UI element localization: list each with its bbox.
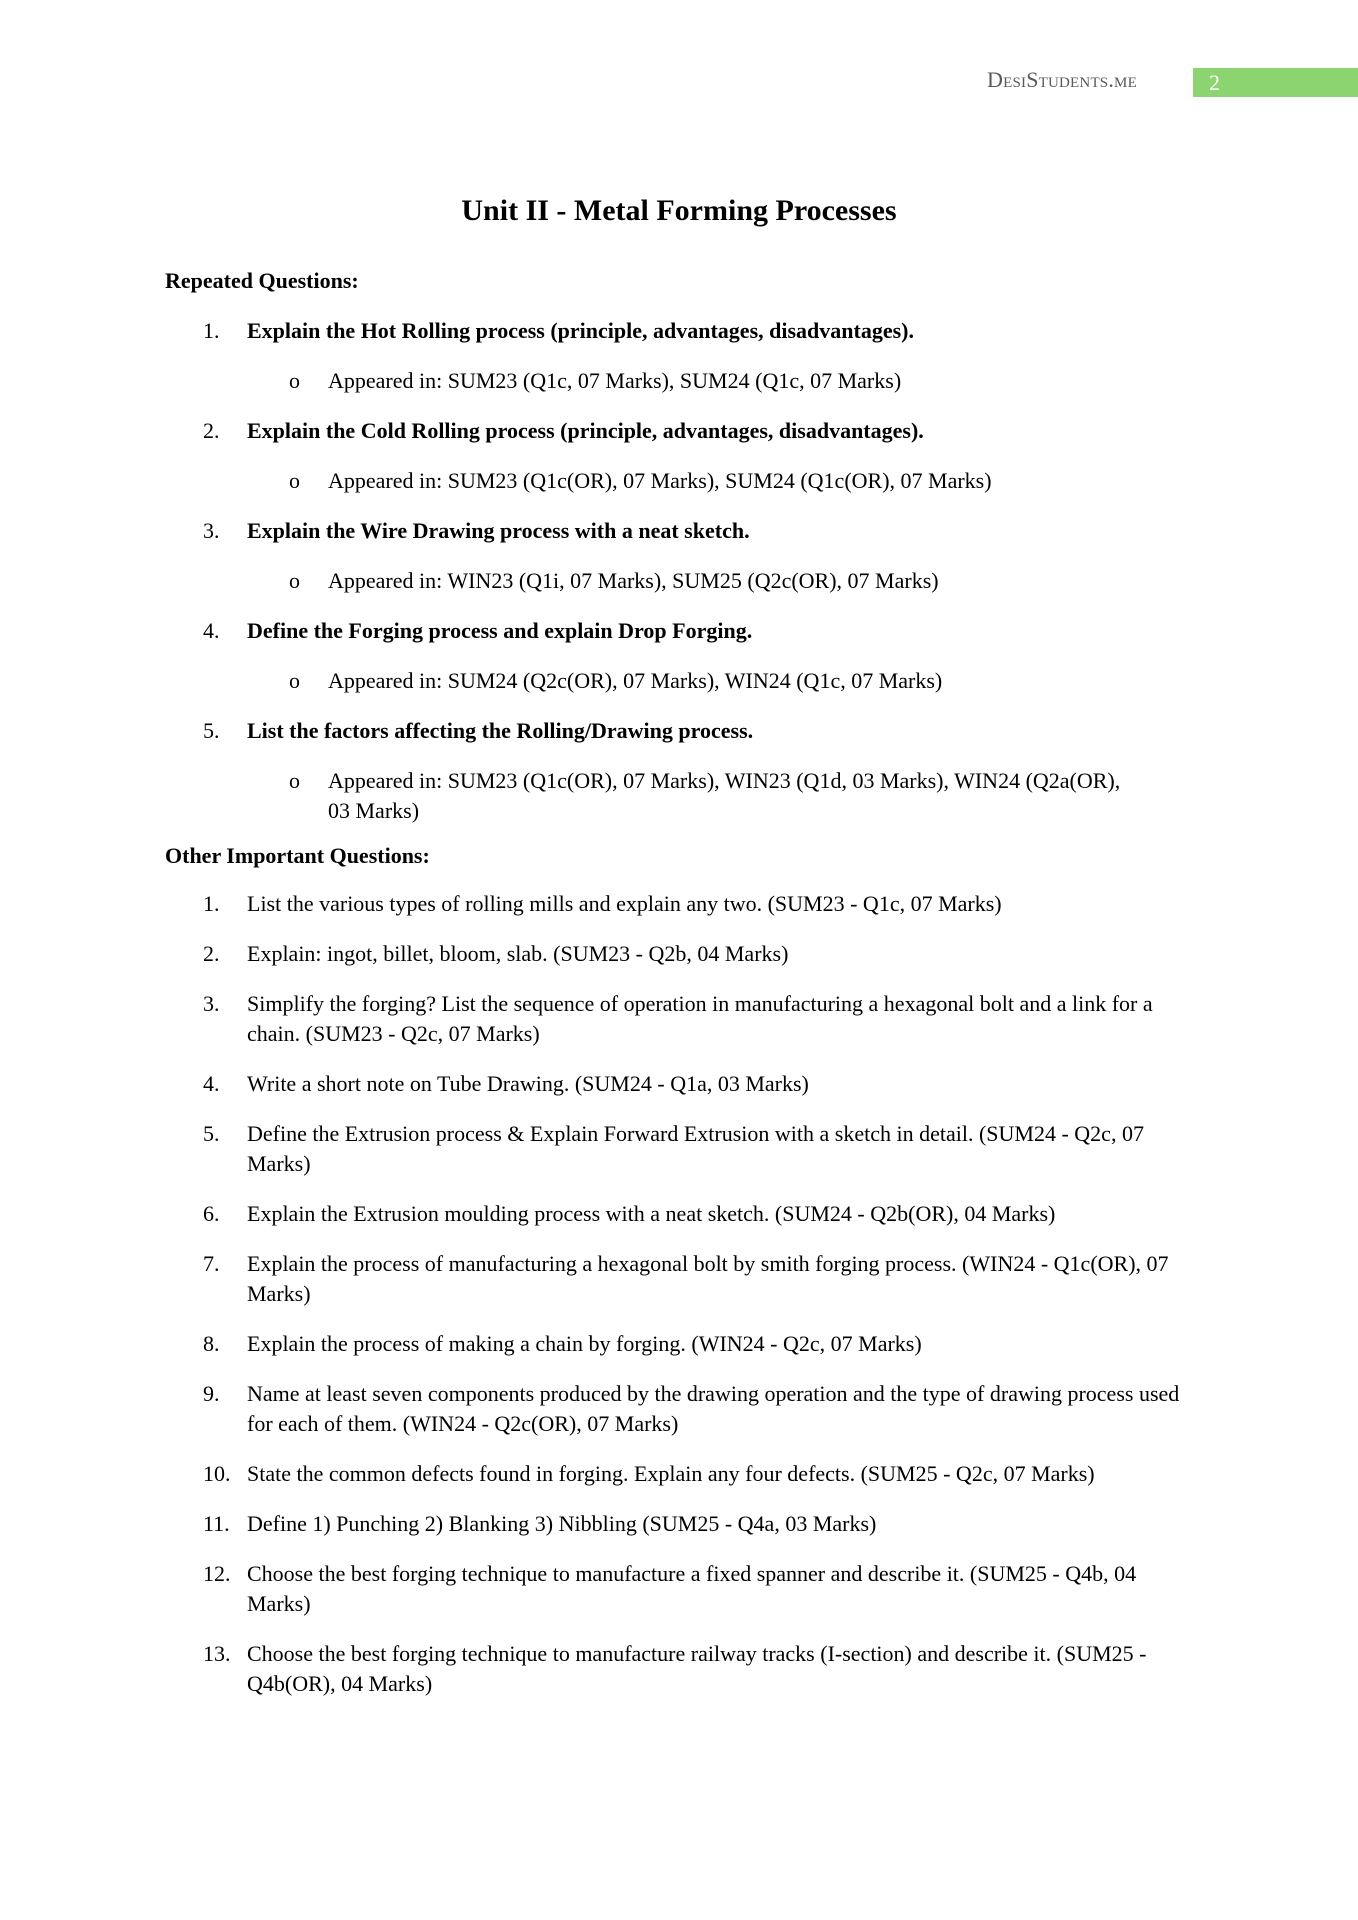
- list-item: [165, 1379, 1190, 1439]
- question-text: Write a short note on Tube Drawing. (SUM24 - Q1a, 03 Marks): [247, 1071, 809, 1096]
- item-number: 8.: [203, 1331, 220, 1356]
- item-number: 4.: [203, 618, 220, 643]
- appeared-in-text: Appeared in: SUM24 (Q2c(OR), 07 Marks), WIN24 (Q1c, 07 Marks): [328, 668, 943, 693]
- item-number: 3.: [203, 518, 220, 543]
- question-text: Choose the best forging technique to manufacture a fixed spanner and describe it. (SUM25 - Q4b, 04 Marks): [247, 1561, 1137, 1616]
- item-number: 6.: [203, 1201, 220, 1226]
- list-item: [165, 1559, 1190, 1619]
- question-text: Explain the Extrusion moulding process with a neat sketch. (SUM24 - Q2b(OR), 04 Marks): [247, 1201, 1056, 1226]
- appeared-in-text: Appeared in: SUM23 (Q1c(OR), 07 Marks), WIN23 (Q1d, 03 Marks), WIN24 (Q2a(OR), 03 Marks): [328, 768, 1121, 823]
- list-item: [165, 1459, 1190, 1489]
- list-item: [165, 1069, 1190, 1099]
- list-item: [165, 1199, 1190, 1229]
- page-number: 2: [1209, 70, 1220, 95]
- item-number: 1.: [203, 891, 220, 916]
- list-item: [165, 716, 1190, 826]
- item-number: 2.: [203, 418, 220, 443]
- section-heading-other: Other Important Questions:: [165, 843, 430, 868]
- document-title: Unit II - Metal Forming Processes: [461, 194, 897, 227]
- item-number: 12.: [203, 1561, 231, 1586]
- item-number: 3.: [203, 991, 220, 1016]
- question-text: Explain the Hot Rolling process (principle, advantages, disadvantages).: [247, 318, 914, 343]
- question-text: List the various types of rolling mills and explain any two. (SUM23 - Q1c, 07 Marks): [247, 891, 1002, 916]
- question-text: Explain: ingot, billet, bloom, slab. (SUM23 - Q2b, 04 Marks): [247, 941, 789, 966]
- other-questions-list: [165, 889, 1190, 1719]
- appeared-in-entry: [247, 466, 1190, 496]
- question-text: Name at least seven components produced by the drawing operation and the type of drawing process used for each of them. (WIN24 - Q2c(OR), 07 Marks): [247, 1381, 1180, 1436]
- item-number: 1.: [203, 318, 220, 343]
- list-item: [165, 939, 1190, 969]
- circle-bullet-icon: o: [289, 668, 300, 693]
- question-text: Choose the best forging technique to manufacture railway tracks (I-section) and describe it. (SUM25 - Q4b(OR), 04 Marks): [247, 1641, 1147, 1696]
- list-item: [165, 1119, 1190, 1179]
- circle-bullet-icon: o: [289, 568, 300, 593]
- list-item: [165, 416, 1190, 496]
- circle-bullet-icon: o: [289, 468, 300, 493]
- item-number: 5.: [203, 718, 220, 743]
- question-text: Define 1) Punching 2) Blanking 3) Nibbling (SUM25 - Q4a, 03 Marks): [247, 1511, 877, 1536]
- question-text: Simplify the forging? List the sequence of operation in manufacturing a hexagonal bolt and a link for a chain. (SUM23 - Q2c, 07 Marks): [247, 991, 1153, 1046]
- question-text: List the factors affecting the Rolling/Drawing process.: [247, 718, 754, 743]
- item-number: 10.: [203, 1461, 231, 1486]
- list-item: [165, 516, 1190, 596]
- appeared-in-entry: [247, 666, 1190, 696]
- circle-bullet-icon: o: [289, 768, 300, 793]
- item-number: 13.: [203, 1641, 231, 1666]
- question-text: Explain the Wire Drawing process with a neat sketch.: [247, 518, 750, 543]
- item-number: 5.: [203, 1121, 220, 1146]
- list-item: [165, 1249, 1190, 1309]
- question-text: Explain the process of making a chain by forging. (WIN24 - Q2c, 07 Marks): [247, 1331, 922, 1356]
- appeared-in-text: Appeared in: WIN23 (Q1i, 07 Marks), SUM25 (Q2c(OR), 07 Marks): [328, 568, 939, 593]
- list-item: [165, 1639, 1190, 1699]
- repeated-questions-list: [165, 316, 1190, 846]
- appeared-in-text: Appeared in: SUM23 (Q1c, 07 Marks), SUM24 (Q1c, 07 Marks): [328, 368, 902, 393]
- question-text: State the common defects found in forging. Explain any four defects. (SUM25 - Q2c, 07 Marks): [247, 1461, 1095, 1486]
- list-item: [165, 989, 1190, 1049]
- item-number: 11.: [203, 1511, 230, 1536]
- question-text: Define the Forging process and explain Drop Forging.: [247, 618, 753, 643]
- appeared-in-entry: [247, 766, 1190, 826]
- list-item: [165, 1329, 1190, 1359]
- circle-bullet-icon: o: [289, 368, 300, 393]
- appeared-in-entry: [247, 566, 1190, 596]
- section-heading-repeated: Repeated Questions:: [165, 268, 359, 293]
- header-site-name: DesiStudents.me: [987, 67, 1137, 92]
- question-text: Explain the Cold Rolling process (principle, advantages, disadvantages).: [247, 418, 924, 443]
- list-item: [165, 889, 1190, 919]
- list-item: [165, 316, 1190, 396]
- question-text: Define the Extrusion process & Explain Forward Extrusion with a sketch in detail. (SUM24 - Q2c, 07 Marks): [247, 1121, 1144, 1176]
- item-number: 4.: [203, 1071, 220, 1096]
- item-number: 7.: [203, 1251, 220, 1276]
- appeared-in-text: Appeared in: SUM23 (Q1c(OR), 07 Marks), SUM24 (Q1c(OR), 07 Marks): [328, 468, 992, 493]
- question-text: Explain the process of manufacturing a hexagonal bolt by smith forging process. (WIN24 - Q1c(OR), 07 Marks): [247, 1251, 1169, 1306]
- item-number: 2.: [203, 941, 220, 966]
- list-item: [165, 1509, 1190, 1539]
- appeared-in-entry: [247, 366, 1190, 396]
- item-number: 9.: [203, 1381, 220, 1406]
- list-item: [165, 616, 1190, 696]
- page-number-badge: [1193, 68, 1358, 97]
